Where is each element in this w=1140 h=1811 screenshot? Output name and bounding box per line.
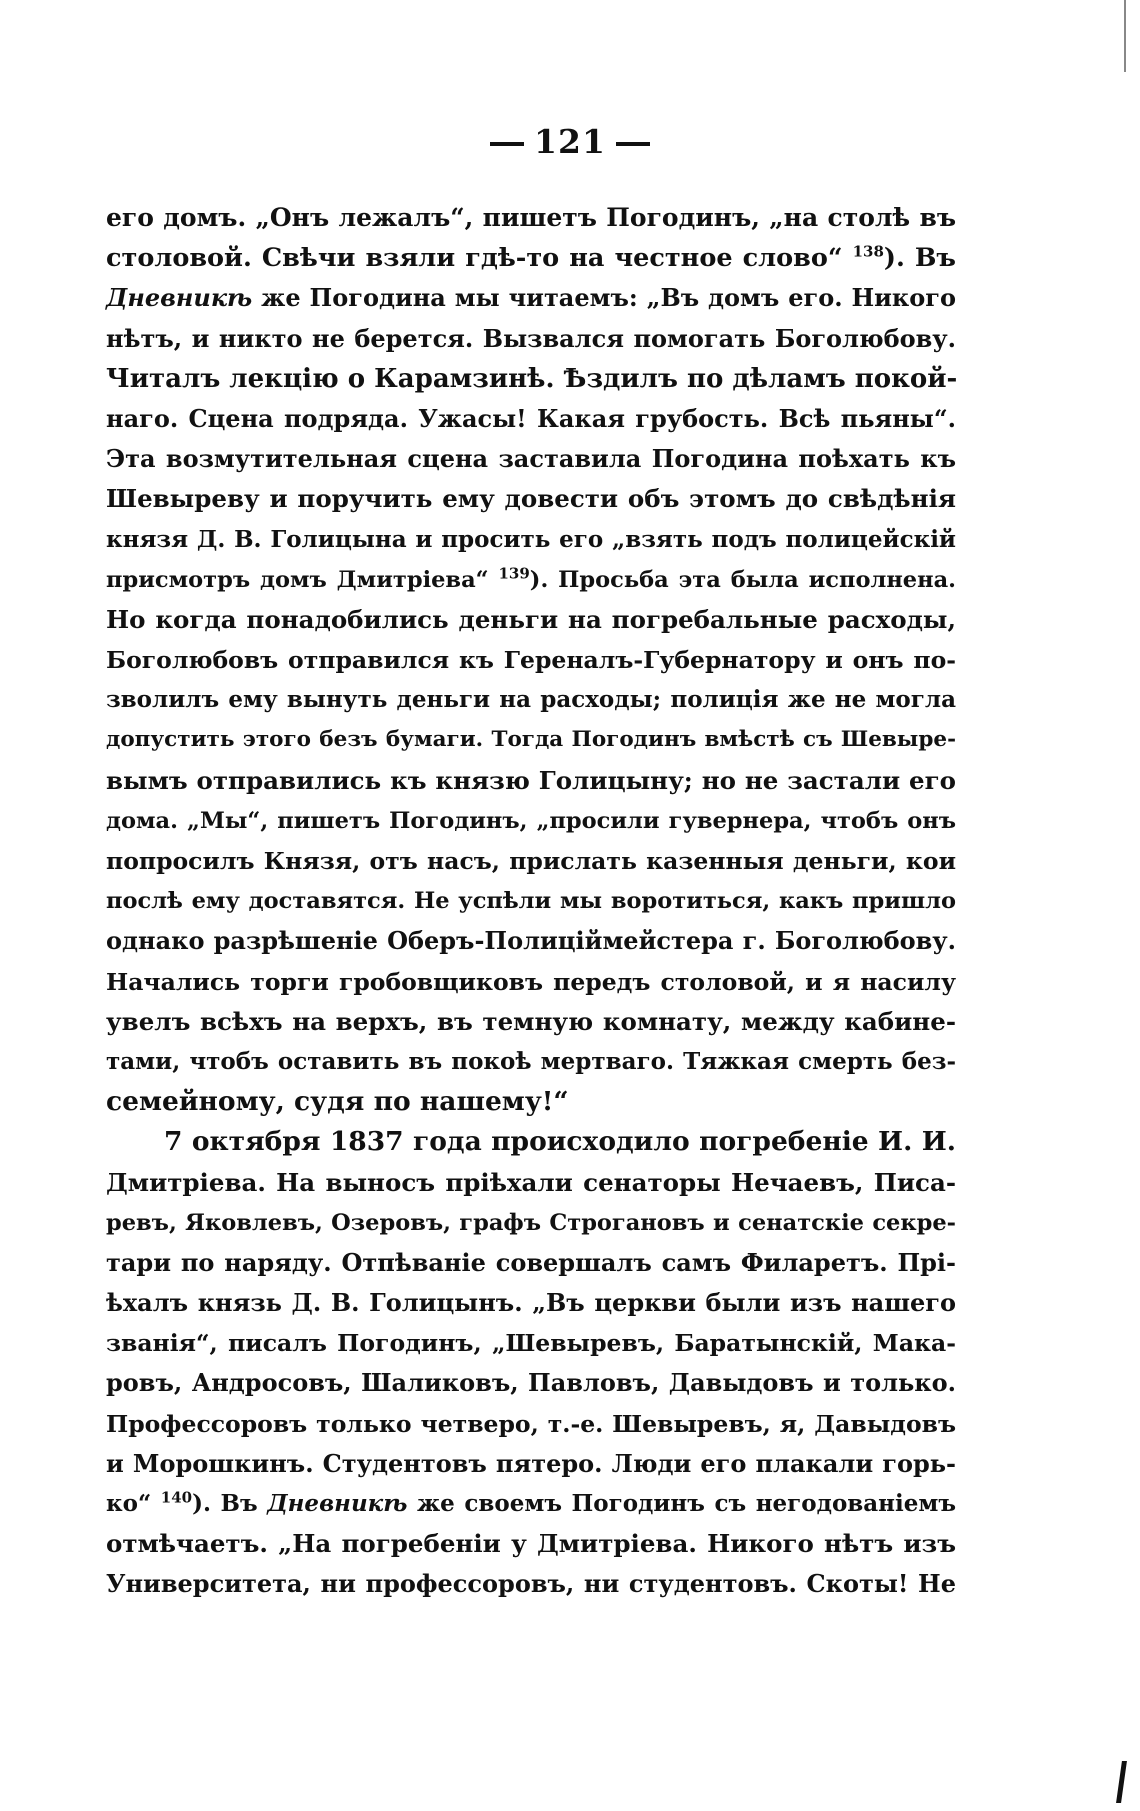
text-line	[106, 1122, 956, 1162]
text-segment: званія“, писалъ Погодинъ, „Шевыревъ, Баратынскій, Мака-	[106, 1329, 956, 1358]
text-segment: отмѣчаетъ. „На погребеніи у Дмитріева. Никого нѣтъ изъ	[106, 1529, 956, 1559]
text-segment: Боголюбовъ отправился къ Гереналъ-Губернатору и онъ по-	[106, 646, 956, 675]
text-line	[106, 319, 956, 359]
text-line	[106, 1323, 956, 1363]
body-text	[106, 198, 956, 1605]
text-segment: Университета, ни профессоровъ, ни студентовъ. Скоты! Не	[106, 1569, 956, 1599]
text-segment: однако разрѣшеніе Оберъ-Полиціймейстера г. Боголюбову.	[106, 926, 956, 956]
text-line	[106, 962, 956, 1002]
text-segment: ). Просьба эта была исполнена.	[529, 566, 956, 593]
text-line	[106, 680, 956, 720]
text-segment: семейному, судя по нашему!“	[106, 1086, 569, 1118]
text-segment: вымъ отправились къ князю Голицыну; но не застали его	[106, 765, 956, 795]
text-segment: же своемъ Погодинъ съ негодованіемъ	[407, 1490, 956, 1517]
italic-text: Дневникѣ	[267, 1490, 408, 1517]
text-segment: наго. Сцена подряда. Ужасы! Какая грубость. Всѣ пьяны“.	[106, 403, 956, 433]
text-line	[106, 600, 956, 640]
text-line	[106, 1002, 956, 1042]
text-segment: ). Въ	[883, 243, 956, 274]
text-segment: попросилъ Князя, отъ насъ, прислать казенныя деньги, кои	[106, 847, 956, 875]
text-segment: увелъ всѣхъ на верхъ, въ темную комнату, между кабине-	[106, 1006, 956, 1036]
text-segment: тами, чтобъ оставить въ покоѣ мертваго. Тяжкая смерть без-	[106, 1047, 956, 1075]
footnote-ref: 140	[160, 1488, 193, 1507]
text-segment: дома. „Мы“, пишетъ Погодинъ, „просили гувернера, чтобъ онъ	[106, 807, 956, 834]
text-segment: столовой. Свѣчи взяли гдѣ-то на честное слово“	[106, 243, 853, 274]
text-line	[106, 399, 956, 439]
text-line	[106, 1042, 956, 1082]
text-line	[106, 841, 956, 881]
text-line	[106, 881, 956, 921]
text-segment: и Морошкинъ. Студентовъ пятеро. Люди его плакали горь-	[106, 1448, 956, 1478]
page-edge-mark	[1124, 0, 1126, 72]
page-number: 121	[534, 122, 606, 161]
footnote-ref: 139	[498, 564, 530, 583]
text-line	[106, 1564, 956, 1604]
footnote-ref: 138	[852, 242, 884, 261]
text-line	[106, 921, 956, 961]
text-line	[106, 278, 956, 318]
text-segment: же Погодина мы читаемъ: „Въ домъ его. Никого	[252, 283, 956, 313]
page-number-line	[0, 122, 1140, 161]
text-segment: ѣхалъ князь Д. В. Голицынъ. „Въ церкви были изъ нашего	[106, 1288, 956, 1318]
page-number-dash-left	[490, 142, 524, 146]
text-line	[106, 198, 956, 238]
page-edge-mark-bottom	[1116, 1761, 1127, 1803]
text-line	[106, 238, 956, 278]
text-line	[106, 560, 956, 600]
text-line	[106, 439, 956, 479]
text-segment: ровъ, Андросовъ, Шаликовъ, Павловъ, Давыдовъ и только.	[106, 1368, 956, 1398]
text-segment: присмотръ домъ Дмитріева“	[106, 566, 499, 593]
text-line	[106, 359, 956, 399]
italic-text: Дневникѣ	[106, 283, 253, 313]
text-line	[106, 720, 956, 760]
text-segment: его домъ. „Онъ лежалъ“, пишетъ Погодинъ, „на столѣ въ	[106, 203, 956, 232]
text-segment: ко“	[106, 1490, 161, 1517]
text-segment: тари по наряду. Отпѣваніе совершалъ самъ Филаретъ. Прі-	[106, 1247, 956, 1277]
page-number-dash-right	[616, 142, 650, 146]
text-line	[106, 1082, 956, 1122]
text-segment: допустить этого безъ бумаги. Тогда Погодинъ вмѣстѣ съ Шевыре-	[106, 727, 956, 753]
text-segment: Дмитріева. На выносъ пріѣхали сенаторы Нечаевъ, Писа-	[106, 1167, 956, 1197]
text-segment: 7 октября 1837 года происходило погребеніе И. И.	[164, 1126, 956, 1158]
text-segment: Читалъ лекцію о Карамзинѣ. Ѣздилъ по дѣламъ покой-	[106, 363, 958, 394]
text-line	[106, 1404, 956, 1444]
text-segment: Начались торги гробовщиковъ передъ столовой, и я насилу	[106, 967, 956, 996]
text-segment: Эта возмутительная сцена заставила Погодина поѣхать къ	[106, 444, 956, 474]
text-segment: зволилъ ему вынуть деньги на расходы; полиція же не могла	[106, 686, 956, 714]
text-line	[106, 1363, 956, 1403]
text-line	[106, 640, 956, 680]
text-line	[106, 801, 956, 841]
text-line	[106, 1243, 956, 1283]
text-line	[106, 761, 956, 801]
text-line	[106, 1444, 956, 1484]
text-segment: ). Въ	[192, 1490, 268, 1517]
text-line	[106, 1283, 956, 1323]
text-segment: нѣтъ, и никто не берется. Вызвался помогать Боголюбову.	[106, 323, 956, 353]
text-segment: Шевыреву и поручить ему довести объ этомъ до свѣдѣнія	[106, 484, 956, 514]
text-segment: Профессоровъ только четверо, т.-е. Шевыревъ, я, Давыдовъ	[106, 1409, 956, 1438]
text-segment: ревъ, Яковлевъ, Озеровъ, графъ Строгановъ и сенатскіе секре-	[106, 1209, 956, 1236]
text-line	[106, 479, 956, 519]
text-segment: Но когда понадобились деньги на погребальные расходы,	[106, 604, 956, 634]
text-segment: князя Д. В. Голицына и просить его „взять подъ полицейскій	[106, 525, 956, 553]
text-segment: послѣ ему доставятся. Не успѣли мы воротиться, какъ пришло	[106, 888, 956, 915]
text-line	[106, 1524, 956, 1564]
text-line	[106, 520, 956, 560]
text-line	[106, 1203, 956, 1243]
text-line	[106, 1484, 956, 1524]
text-line	[106, 1163, 956, 1203]
